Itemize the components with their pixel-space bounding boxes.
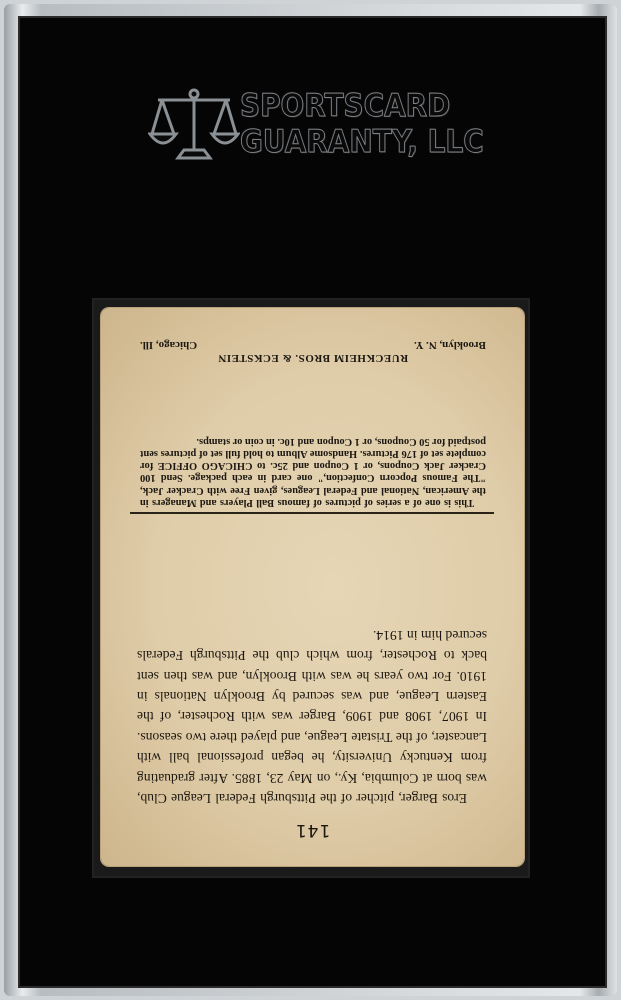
city-right: Chicago, Ill. [140,339,198,352]
grader-name [240,88,484,160]
scales-of-justice-icon [148,86,240,166]
player-biography: Eros Barger, pitcher of the Pittsburgh Federal League Club, was born at Columbia, Ky., on May 23, 1885. After graduating from Kentucky University, he began professional ball with Lancaster, of the Tristate League, and played there two seasons. In 1907, 1908 and 1909, Barger was with Rochester, of the Eastern League, and was secured by Brooklyn Nationals in 1910. For two years he was with Brooklyn, and was then sent back to Rochester, from which club the Pittsburgh Federals secured him in 1914. [137,627,487,806]
company-name: RUECKHEIM BROS. & ECKSTEIN [217,352,409,364]
trading-card-back [101,308,524,866]
card-text-upside-down [101,308,524,866]
company-block [140,339,486,364]
city-left: Brooklyn, N. Y. [413,339,486,352]
grader-name-line1: SPORTSCARD [240,88,451,124]
card-number: 141 [294,820,331,840]
grader-logo [148,86,484,176]
divider-line [130,512,494,514]
grader-name-line2: GUARANTY, LLC [240,124,484,160]
promo-text: This is one of a series of pictures of famous Ball Players and Managers in the American, National and Federal Leagues, given Free with Cracker Jack, "The Famous Popcorn Confection," one card in each package. Send 100 Cracker Jack Coupons, or 1 Coupon and 25c. to CHICAGO OFFICE for complete set of 176 Pictures. Handsome Album to hold full set of pictures sent postpaid for 50 Coupons, or 1 Coupon and 10c. in coin or stamps. [140,435,486,508]
